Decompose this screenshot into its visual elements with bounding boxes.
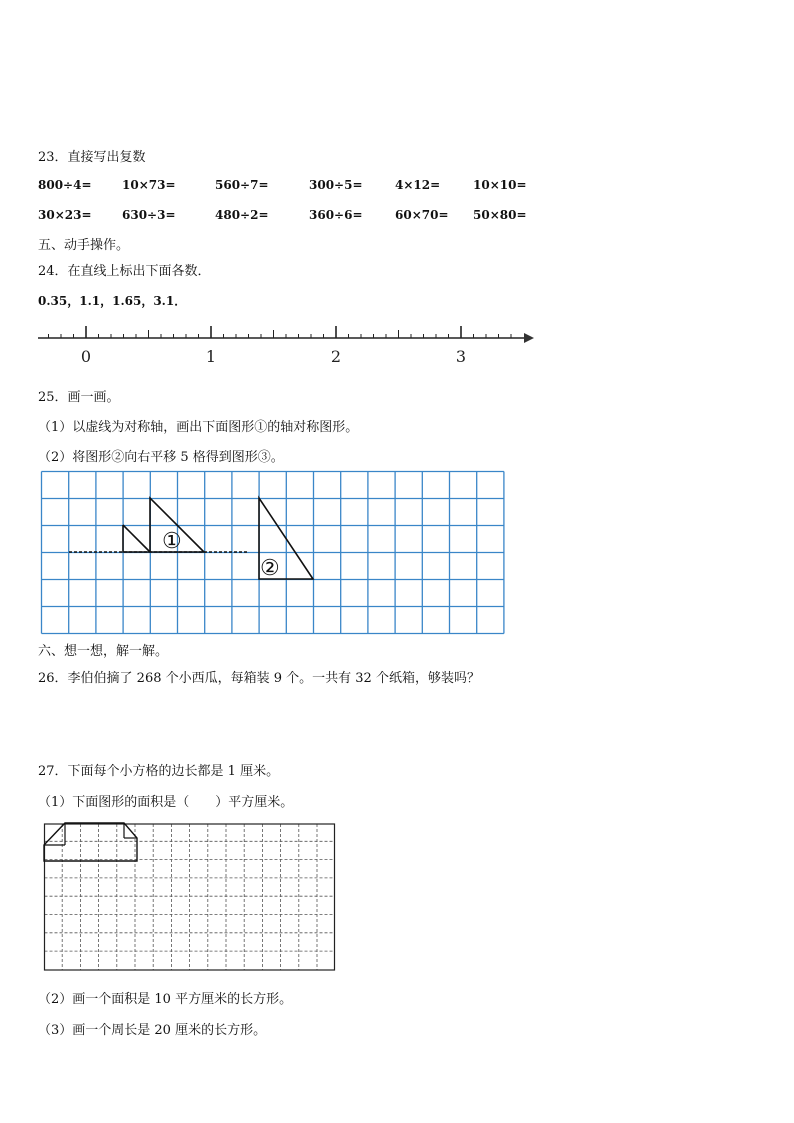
q27-part1: （1）下面图形的面积是（ ）平方厘米。	[38, 795, 294, 810]
q25-part1: （1）以虚线为对称轴，画出下面图形①的轴对称图形。	[38, 420, 359, 435]
figure-1-edge	[123, 525, 150, 552]
tick-label: 1	[205, 347, 217, 366]
dotted-square-grid[interactable]	[44, 823, 336, 971]
number-line-arrow	[524, 333, 534, 343]
q25-part2: （2）将图形②向右平移 5 格得到图形③。	[38, 450, 284, 465]
calc-item: 10×73=	[122, 178, 176, 192]
calc-item: 50×80=	[473, 208, 527, 222]
calc-item: 10×10=	[473, 178, 527, 192]
calc-item: 800÷4=	[38, 178, 92, 192]
q25-title: 25．画一画。	[38, 390, 120, 405]
drawing-grid[interactable]	[41, 471, 506, 635]
calc-item: 4×12=	[395, 178, 441, 192]
number-line[interactable]	[0, 320, 560, 368]
q27-shape	[44, 823, 137, 861]
calc-item: 630÷3=	[122, 208, 176, 222]
q24-numbers: 0.35，1.1，1.65，3.1．	[38, 294, 187, 308]
calc-item: 60×70=	[395, 208, 449, 222]
calc-item: 480÷2=	[215, 208, 269, 222]
section-5-heading: 五、动手操作。	[38, 238, 130, 253]
q27-part2: （2）画一个面积是 10 平方厘米的长方形。	[38, 992, 293, 1007]
q23-title: 23．直接写出复数	[38, 150, 146, 165]
calc-item: 360÷6=	[309, 208, 363, 222]
q26-title: 26．李伯伯摘了 268 个小西瓜，每箱装 9 个。一共有 32 个纸箱，够装吗？	[38, 671, 480, 686]
calc-item: 560÷7=	[215, 178, 269, 192]
grid-lines	[45, 824, 335, 970]
q27-part3: （3）画一个周长是 20 厘米的长方形。	[38, 1023, 267, 1038]
tick-label: 3	[455, 347, 467, 366]
tick-label: 2	[330, 347, 342, 366]
calc-item: 30×23=	[38, 208, 92, 222]
calc-item: 300÷5=	[309, 178, 363, 192]
q27-title: 27．下面每个小方格的边长都是 1 厘米。	[38, 764, 280, 779]
q24-title: 24．在直线上标出下面各数．	[38, 264, 211, 279]
tick-label: 0	[80, 347, 92, 366]
section-6-heading: 六、想一想，解一解。	[38, 644, 169, 659]
figure-1-label: ①	[162, 529, 182, 554]
figure-2-label: ②	[260, 556, 280, 581]
